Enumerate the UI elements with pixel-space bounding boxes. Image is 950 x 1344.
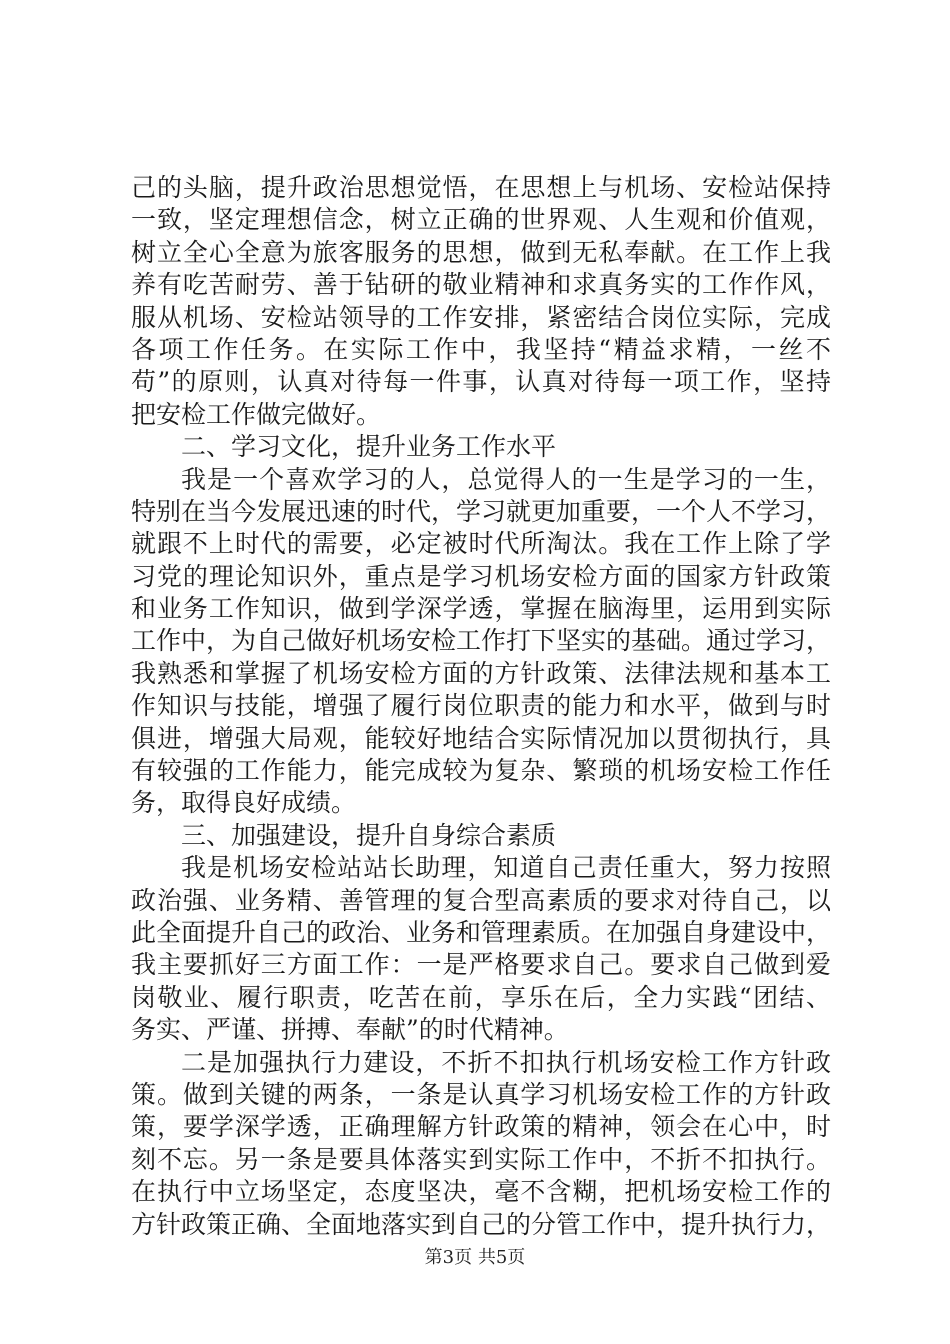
document-body [131,172,831,1241]
text-line: 各项工作任务。在实际工作中，我坚持“精益求精，一丝不 [131,334,831,364]
text-line: 我是机场安检站站长助理，知道自己责任重大，努力按照 [181,853,831,883]
text-line: 养有吃苦耐劳、善于钻研的敬业精神和求真务实的工作作风， [131,270,831,300]
text-line: 特别在当今发展迅速的时代，学习就更加重要，一个人不学习， [131,496,831,526]
text-line: 我是一个喜欢学习的人，总觉得人的一生是学习的一生， [181,464,831,494]
text-line: 习党的理论知识外，重点是学习机场安检方面的国家方针政策 [131,561,831,591]
text-line: 苟”的原则，认真对待每一件事，认真对待每一项工作，坚持 [131,367,831,397]
text-line: 就跟不上时代的需要，必定被时代所淘汰。我在工作上除了学 [131,529,831,559]
text-line: 刻不忘。另一条是要具体落实到实际工作中，不折不扣执行。 [131,1144,831,1174]
text-line: 岗敬业、履行职责，吃苦在前，享乐在后，全力实践“团结、 [131,982,831,1012]
text-line: 树立全心全意为旅客服务的思想，做到无私奉献。在工作上我 [131,237,831,267]
text-line: 和业务工作知识，做到学深学透，掌握在脑海里，运用到实际 [131,594,831,624]
text-line: 务实、严谨、拼搏、奉献”的时代精神。 [131,1015,569,1045]
text-line: 务，取得良好成绩。 [131,788,357,818]
text-line: 己的头脑，提升政治思想觉悟，在思想上与机场、安检站保持 [131,173,831,202]
text-line: 在执行中立场坚定，态度坚决，毫不含糊，把机场安检工作的 [131,1177,831,1207]
text-line: 我主要抓好三方面工作：一是严格要求自己。要求自己做到爱 [131,950,831,980]
text-line: 我熟悉和掌握了机场安检方面的方针政策、法律法规和基本工 [131,658,831,688]
text-line: 此全面提升自己的政治、业务和管理素质。在加强自身建设中， [131,917,831,947]
text-line: 二是加强执行力建设，不折不扣执行机场安检工作方针政 [181,1047,831,1077]
text-line: 方针政策正确、全面地落实到自己的分管工作中，提升执行力， [131,1209,831,1239]
text-line: 策。做到关键的两条，一条是认真学习机场安检工作的方针政 [131,1079,831,1109]
text-line: 有较强的工作能力，能完成较为复杂、繁琐的机场安检工作任 [131,756,831,786]
text-line: 把安检工作做完做好。 [131,399,382,429]
text-line: 三、加强建设，提升自身综合素质 [181,820,557,850]
text-line: 策，要学深学透，正确理解方针政策的精神，领会在心中，时 [131,1112,831,1142]
text-line: 一致，坚定理想信念，树立正确的世界观、人生观和价值观， [131,205,831,235]
text-line: 俱进，增强大局观，能较好地结合实际情况加以贯彻执行，具 [131,723,831,753]
text-line: 服从机场、安检站领导的工作安排，紧密结合岗位实际，完成 [131,302,831,332]
page-footer: 第3页 共5页 [424,1247,526,1268]
text-line: 工作中，为自己做好机场安检工作打下坚实的基础。通过学习， [131,626,831,656]
text-line: 作知识与技能，增强了履行岗位职责的能力和水平，做到与时 [131,691,831,721]
text-line: 二、学习文化，提升业务工作水平 [181,432,557,462]
text-line: 政治强、业务精、善管理的复合型高素质的要求对待自己，以 [131,885,831,915]
